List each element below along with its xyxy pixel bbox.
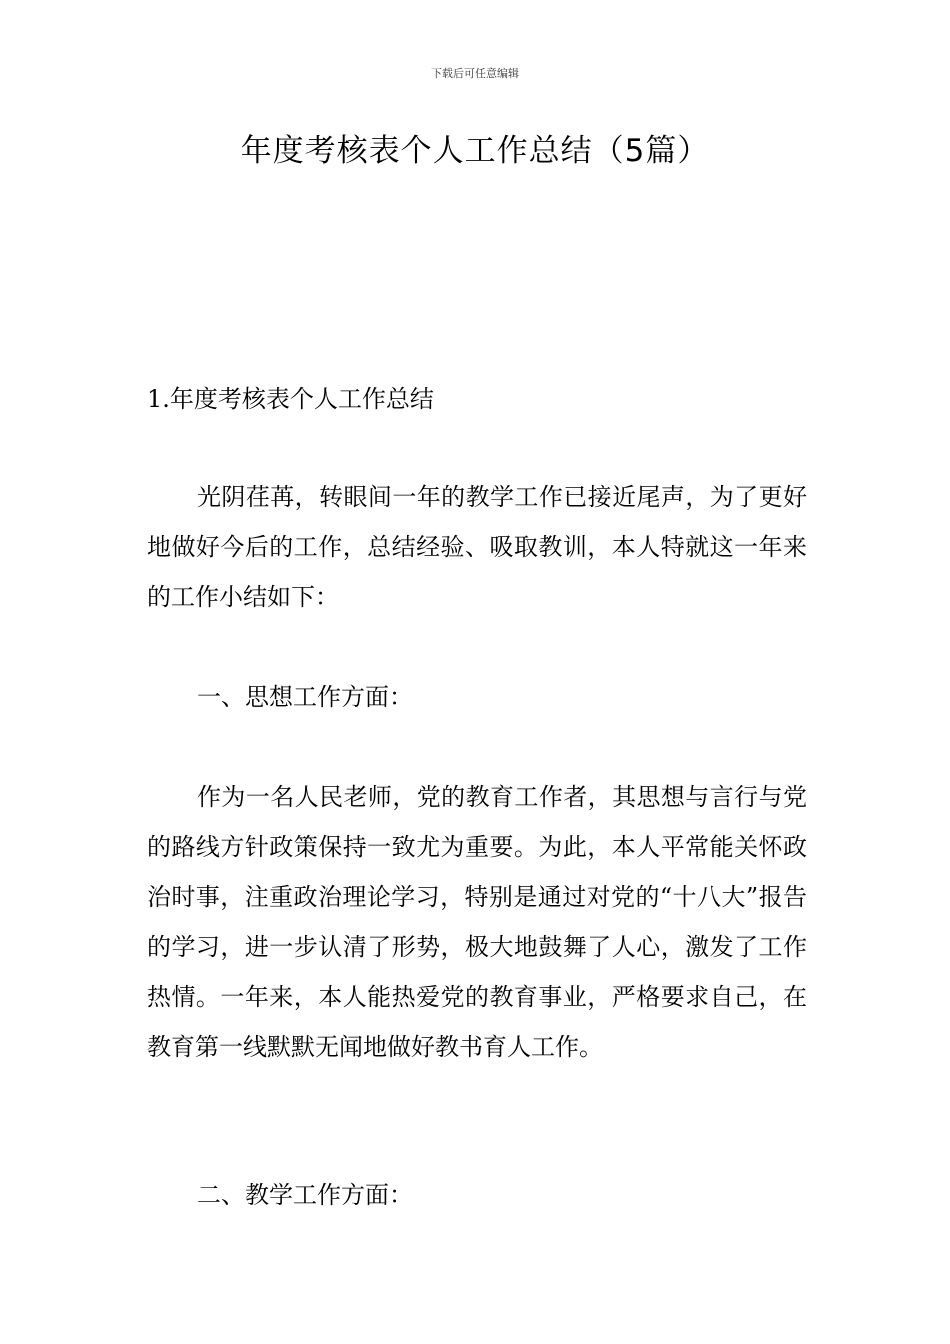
subheading-thought-work: 一、思想工作方面： [197, 683, 413, 711]
paragraph-thought-work: 作为一名人民老师，党的教育工作者，其思想与言行与党的路线方针政策保持一致尤为重要。为此，本人平常能关怀政治时事，注重政治理论学习，特别是通过对党的“十八大”报告的学习，进一步认清了形势，极大地鼓舞了人心，激发了工作热情。一年来，本人能热爱党的教育事业，严格要求自己，在教育第一线默默无闻地做好教书育人工作。 [147, 783, 807, 1061]
paragraph-intro: 光阴荏苒，转眼间一年的教学工作已接近尾声，为了更好地做好今后的工作，总结经验、吸取教训，本人特就这一年来的工作小结如下： [147, 483, 807, 611]
document-title: 年度考核表个人工作总结（5篇） [240, 133, 710, 169]
section-heading-1: 1.年度考核表个人工作总结 [147, 385, 434, 413]
subheading-teaching-work: 二、教学工作方面： [197, 1181, 413, 1209]
header-note: 下载后可任意编辑 [431, 67, 519, 80]
